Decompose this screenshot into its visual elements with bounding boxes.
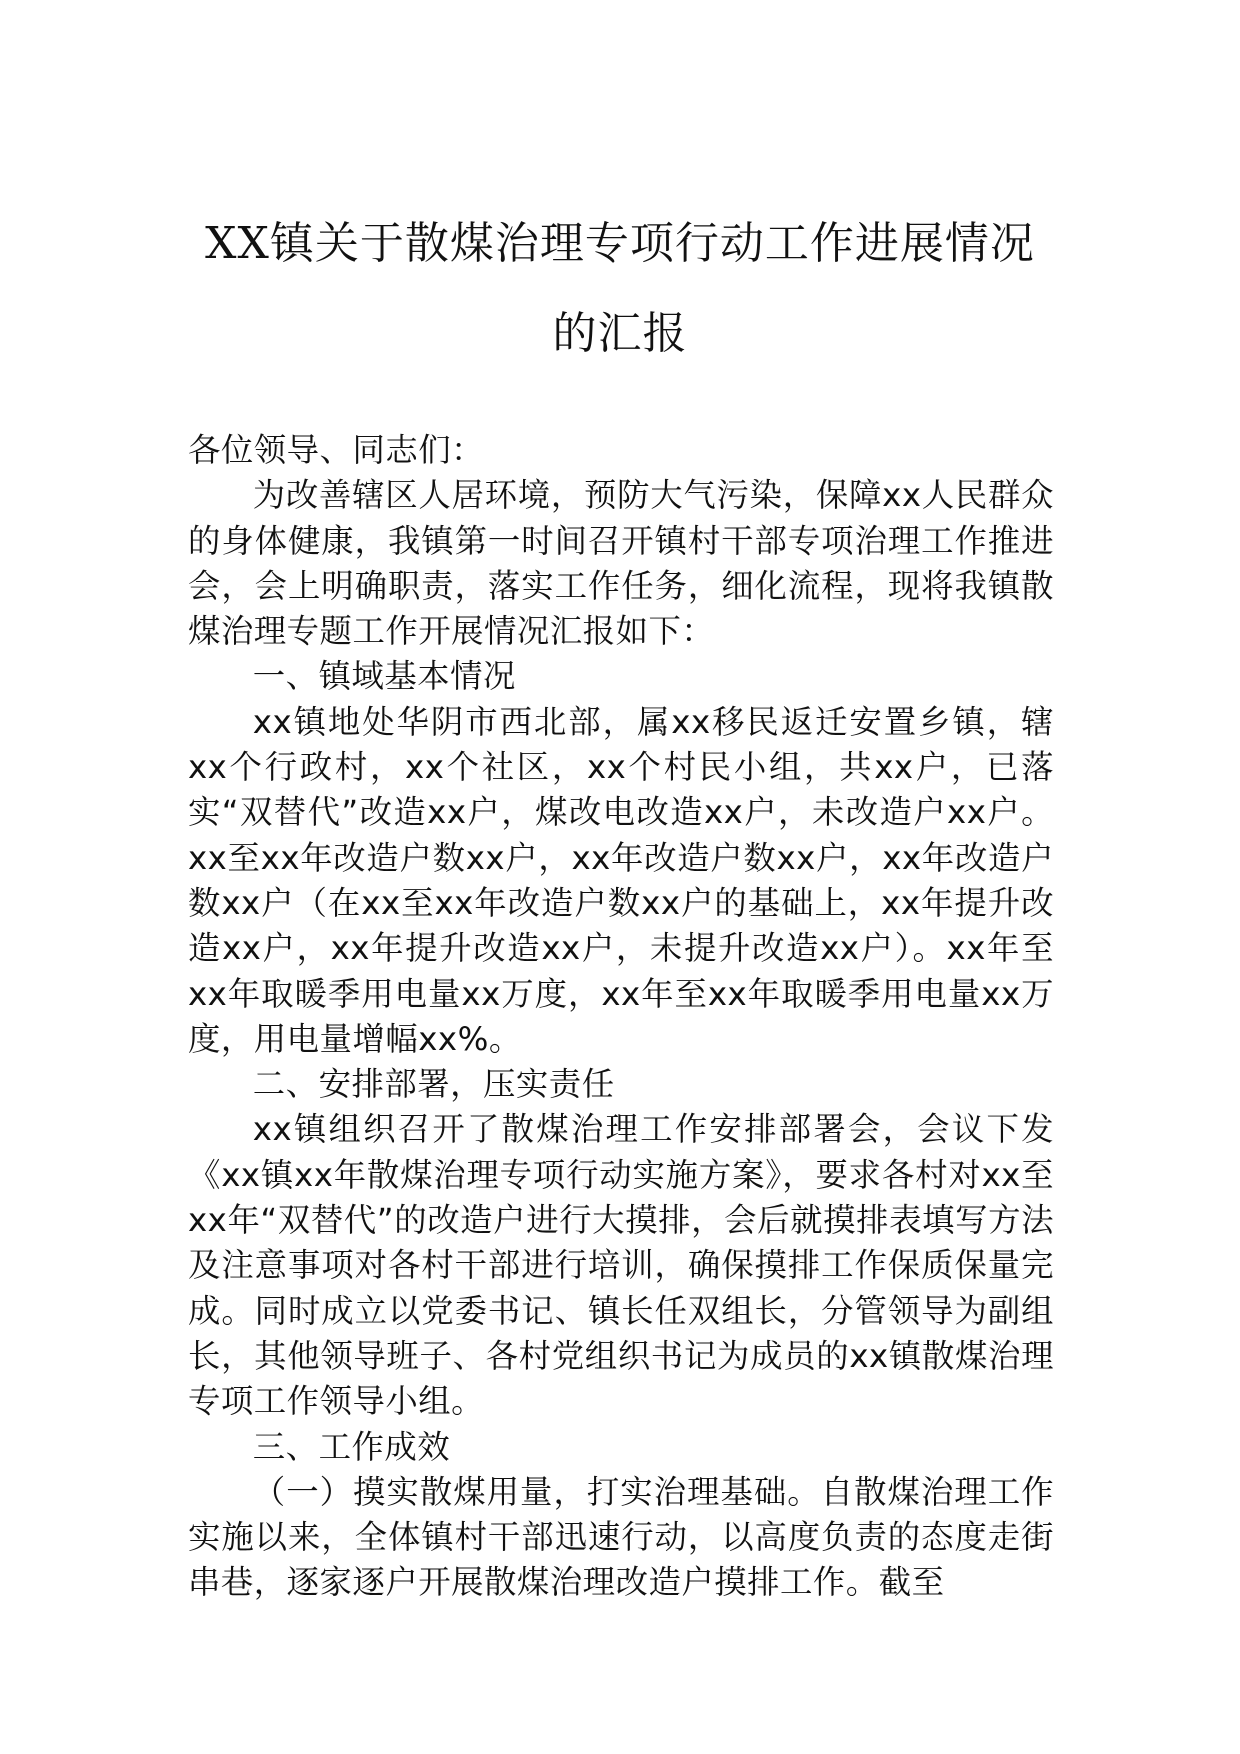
section-heading-2: 二、安排部署，压实责任 <box>252 1065 615 1104</box>
document-title-line-2: 的汇报 <box>552 308 688 359</box>
document-title-line-1: XX镇关于散煤治理专项行动工作进展情况 <box>205 218 1035 269</box>
paragraph-basic-situation: xx镇地处华阴市西北部，属xx移民返迁安置乡镇，辖xx个行政村，xx个社区，xx个村民小组，共xx户，已落实“双替代”改造xx户，煤改电改造xx户，未改造户xx户。xx至xx年改造户数xx户，xx年改造户数xx户，xx年改造户数xx户（在xx至xx年改造户数xx户的基础上，xx年提升改造xx户，xx年提升改造xx户，未提升改造xx户）。xx年至xx年取暖季用电量xx万度，xx年至xx年取暖季用电量xx万度，用电量增幅xx%。 <box>188 702 1054 1058</box>
paragraph-results-1: （一）摸实散煤用量，打实治理基础。自散煤治理工作实施以来，全体镇村干部迅速行动，以高度负责的态度走街串巷，逐家逐户开展散煤治理改造户摸排工作。截至 <box>188 1472 1054 1602</box>
salutation: 各位领导、同志们： <box>188 431 485 469</box>
paragraph-deployment: xx镇组织召开了散煤治理工作安排部署会，会议下发《xx镇xx年散煤治理专项行动实施方案》，要求各村对xx至xx年“双替代”的改造户进行大摸排，会后就摸排表填写方法及注意事项对各村干部进行培训，确保摸排工作保质保量完成。同时成立以党委书记、镇长任双组长，分管领导为副组长，其他领导班子、各村党组织书记为成员的xx镇散煤治理专项工作领导小组。 <box>188 1110 1054 1421</box>
section-heading-3: 三、工作成效 <box>252 1427 451 1466</box>
section-heading-1: 一、镇域基本情况 <box>252 657 516 696</box>
paragraph-intro: 为改善辖区人居环境，预防大气污染，保障xx人民群众的身体健康，我镇第一时间召开镇村干部专项治理工作推进会，会上明确职责，落实工作任务，细化流程，现将我镇散煤治理专题工作开展情况汇报如下： <box>188 476 1054 651</box>
document-body <box>188 428 1054 1606</box>
